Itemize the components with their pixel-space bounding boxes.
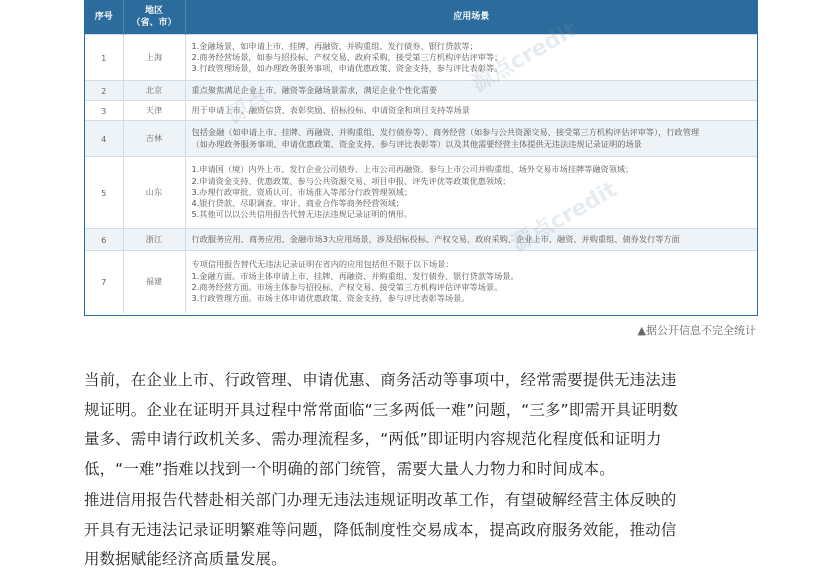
watermark: 源点credit xyxy=(467,17,582,98)
paragraph-line: 当前，在企业上市、行政管理、申请优惠、商务活动等事项中，经常需要提供无违法违 xyxy=(84,371,677,389)
paragraph-line: 量多、需申请行政机关多、需办理流程多，“两低”即证明内容规范化程度低和证明力 xyxy=(84,430,662,448)
scene-line: 用于申请上市、融资信贷、表彰奖励、招标投标、申请资金和项目支持等场景 xyxy=(191,104,470,115)
row-scenes xyxy=(185,35,757,81)
policy-table-container xyxy=(84,0,758,316)
table-row xyxy=(85,81,757,101)
header-region xyxy=(123,0,185,35)
row-scenes xyxy=(185,121,757,157)
scene-line: 2.申请资金支持、优惠政策、参与公共资源交易、项目申报、评先评优等政策优惠领域； xyxy=(191,175,511,186)
paragraph-1 xyxy=(84,366,760,484)
row-region: 天津 xyxy=(123,101,185,121)
table-footnote: ▲据公开信息不完全统计 xyxy=(637,324,756,337)
scene-line: 包括金融（如申请上市、挂牌、再融资、并购重组、发行债券等）、商务经营（如参与公共资源交易、接受第三方机构评估评审等），行政管理 xyxy=(191,127,700,138)
paragraph-2 xyxy=(84,486,760,575)
row-scenes xyxy=(185,157,757,229)
header-num: 序号 xyxy=(85,0,123,35)
row-region: 山东 xyxy=(123,157,185,229)
row-number: 6 xyxy=(85,229,123,251)
paragraph-line: 用数据赋能经济高质量发展。 xyxy=(84,550,287,568)
header-region-line1: 地区 xyxy=(144,6,163,16)
table-row xyxy=(85,121,757,157)
table-row xyxy=(85,157,757,229)
scene-line: 3.办理行政审批、资质认可、市场准入等部分行政管理领域； xyxy=(191,186,413,197)
scene-line: （如办理政务服务事项、申请优惠政策、资金支持、参与评比表彰等）以及其他需要经营主体提供无违法违规记录证明的场景 xyxy=(191,138,642,149)
scene-line: 1.申请国（境）内外上市、发行企业公司债券、上市公司再融资、参与上市公司并购重组、场外交易市场挂牌等融资领域； xyxy=(191,164,634,175)
header-scene: 应用场景 xyxy=(185,0,757,35)
header-region-line2: （省、市） xyxy=(131,18,177,28)
paragraph-line: 低，“一难”指难以找到一个明确的部门统管，需要大量人力物力和时间成本。 xyxy=(84,459,615,478)
row-scenes xyxy=(185,101,757,121)
row-scenes xyxy=(185,251,757,313)
table-header-row xyxy=(85,0,757,35)
row-number: 1 xyxy=(85,35,123,81)
scene-line: 3.行政管理方面。市场主体申请优惠政策、资金支持，参与评比表彰等场景。 xyxy=(191,292,470,303)
scene-line: 3.行政管理场景，如办理政务服务事项，申请优惠政策、资金支持，参与评比表彰等。 xyxy=(191,63,503,74)
scene-line: 2.商务经营方面。市场主体参与招投标、产权交易、接受第三方机构评估评审等场景。 xyxy=(191,281,503,292)
scene-line: 1.金融场景，如申请上市、挂牌、再融资、并购重组、发行债券、银行贷款等； xyxy=(191,40,478,51)
paragraph-line: 推进信用报告代替赴相关部门办理无违法违规证明改革工作，有望破解经营主体反映的 xyxy=(84,491,677,509)
scene-line: 4.银行贷款、尽职调查、审计、商业合作等商务经营领域； xyxy=(191,198,404,209)
scene-line: 1.金融方面。市场主体申请上市、挂牌、再融资、并购重组、发行债券、银行贷款等场景。 xyxy=(191,270,519,281)
table-row xyxy=(85,101,757,121)
scene-line: 行政服务应用、商务应用、金融市场3大应用场景，涉及招标投标、产权交易、政府采购、企业上市、融资、并购重组、债券发行等方面 xyxy=(191,233,680,244)
row-scenes xyxy=(185,229,757,251)
watermark: 源点 xyxy=(222,85,274,130)
table-row xyxy=(85,35,757,81)
row-number: 2 xyxy=(85,81,123,101)
table-row xyxy=(85,251,757,313)
watermark: 源点credit xyxy=(507,177,622,258)
regional-application-table xyxy=(85,0,757,313)
scene-line: 2.商务经营场景，如参与招投标、产权交易、政府采购，接受第三方机构评估评审等； xyxy=(191,51,503,62)
scene-line: 5.其他可以以公共信用报告代替无违法违规记录证明的情形。 xyxy=(191,209,413,220)
row-number: 7 xyxy=(85,251,123,313)
scene-line: 专项信用报告替代无违法记录证明在省内的应用包括但不限于以下场景： xyxy=(191,259,454,270)
row-region: 浙江 xyxy=(123,229,185,251)
row-region: 北京 xyxy=(123,81,185,101)
paragraph-line: 规证明。企业在证明开具过程中常常面临“三多两低一难”问题，“三多”即需开具证明数 xyxy=(84,400,678,419)
table-row xyxy=(85,229,757,251)
scene-line: 重点聚焦满足企业上市、融资等金融场景需求，满足企业个性化需要 xyxy=(191,84,438,95)
row-region: 福建 xyxy=(123,251,185,313)
row-number: 3 xyxy=(85,101,123,121)
row-region: 吉林 xyxy=(123,121,185,157)
row-number: 4 xyxy=(85,121,123,157)
row-number: 5 xyxy=(85,157,123,229)
paragraph-line: 开具有无违法记录证明繁难等问题，降低制度性交易成本，提高政府服务效能，推动信 xyxy=(84,520,677,539)
row-scenes xyxy=(185,81,757,101)
row-region: 上海 xyxy=(123,35,185,81)
